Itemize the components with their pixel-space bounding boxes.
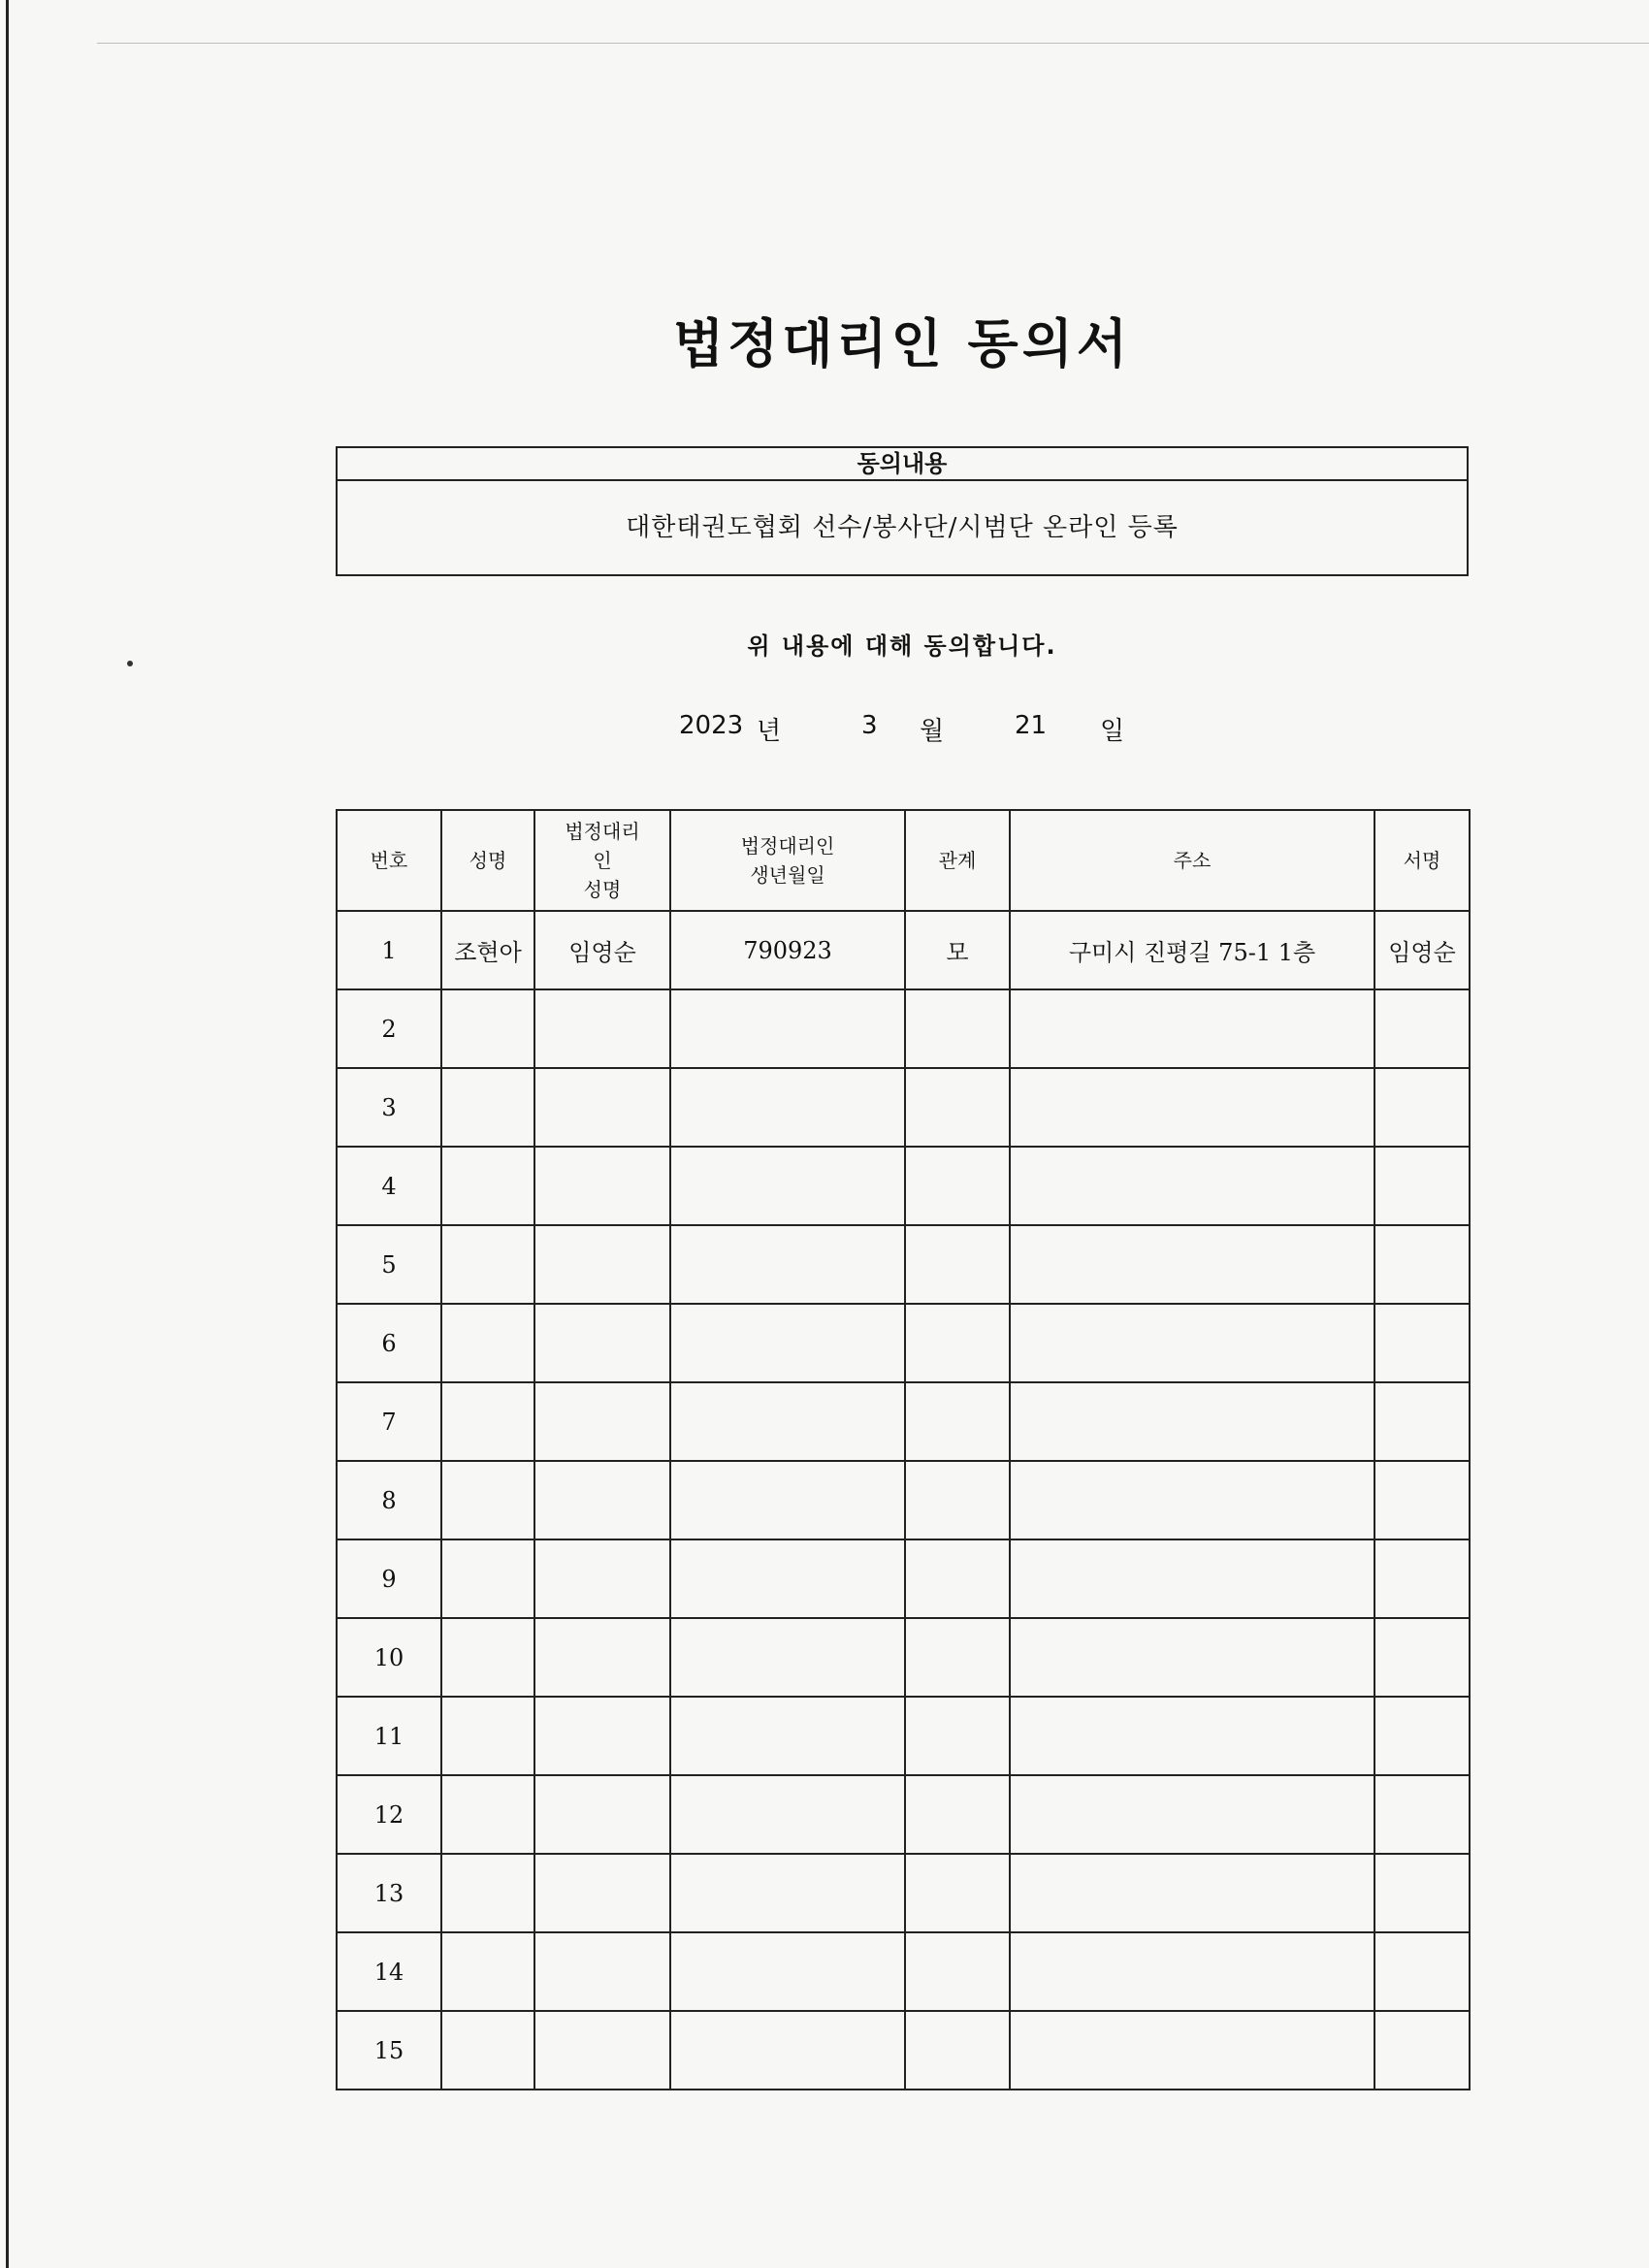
row-number: 8 — [337, 1461, 441, 1539]
address-cell — [1010, 1854, 1374, 1932]
row-number: 11 — [337, 1697, 441, 1775]
date-year: 2023 — [679, 711, 744, 740]
signature-cell — [1374, 1932, 1470, 2011]
date-year-unit: 년 — [757, 717, 782, 746]
address-cell — [1010, 1304, 1374, 1382]
signature-cell — [1374, 1539, 1470, 1618]
guardian-birth-cell — [670, 1932, 905, 2011]
signature-cell — [1374, 1854, 1470, 1932]
table-row — [337, 1775, 1470, 1854]
guardian-birth-cell — [670, 1461, 905, 1539]
table-row — [337, 1618, 1470, 1697]
header-guardian-birth — [670, 810, 905, 911]
guardian-name-cell — [534, 1382, 670, 1461]
header-no: 번호 — [337, 810, 441, 911]
table-row — [337, 1147, 1470, 1225]
guardian-name-cell — [534, 1461, 670, 1539]
guardian-name-cell — [534, 1225, 670, 1304]
signature-cell — [1374, 1225, 1470, 1304]
header-signature: 서명 — [1374, 810, 1470, 911]
relation-cell — [905, 1304, 1010, 1382]
header-guardian-name-line: 법정대리 — [565, 820, 640, 843]
guardian-birth-cell — [670, 2011, 905, 2090]
address-cell — [1010, 989, 1374, 1068]
address-cell — [1010, 1147, 1374, 1225]
student-name-cell — [441, 1304, 534, 1382]
table-row — [337, 2011, 1470, 2090]
guardian-birth-cell — [670, 1147, 905, 1225]
date-month-unit: 월 — [920, 717, 945, 746]
guardian-name-cell — [534, 1618, 670, 1697]
guardian-name-cell — [534, 1854, 670, 1932]
header-guardian-name — [534, 810, 670, 911]
relation-cell — [905, 1539, 1010, 1618]
guardian-birth-cell — [670, 1539, 905, 1618]
signature-cell — [1374, 1461, 1470, 1539]
student-name-cell — [441, 1618, 534, 1697]
address-cell — [1010, 1539, 1374, 1618]
address-cell — [1010, 1932, 1374, 2011]
table-row — [337, 1697, 1470, 1775]
table-row — [337, 1461, 1470, 1539]
student-name-cell — [441, 2011, 534, 2090]
header-address: 주소 — [1010, 810, 1374, 911]
guardian-name-cell — [534, 989, 670, 1068]
student-name-cell — [441, 989, 534, 1068]
relation-cell — [905, 1068, 1010, 1147]
student-name-cell — [441, 1382, 534, 1461]
consent-content: 대한태권도협회 선수/봉사단/시범단 온라인 등록 — [626, 513, 1179, 542]
header-relation: 관계 — [905, 810, 1010, 911]
guardian-birth-cell — [670, 1304, 905, 1382]
relation-cell — [905, 1461, 1010, 1539]
guardian-name-cell — [534, 1539, 670, 1618]
student-name-cell — [441, 1854, 534, 1932]
address-cell: 구미시 진평길 75-1 1층 — [1010, 911, 1374, 989]
address-cell — [1010, 1068, 1374, 1147]
relation-cell — [905, 1775, 1010, 1854]
relation-cell — [905, 1147, 1010, 1225]
signature-cell: 임영순 — [1374, 911, 1470, 989]
date-day: 21 — [1015, 711, 1048, 740]
signature-cell — [1374, 1068, 1470, 1147]
relation-cell — [905, 989, 1010, 1068]
guardian-name-cell — [534, 1775, 670, 1854]
guardian-birth-cell — [670, 1775, 905, 1854]
row-number: 2 — [337, 989, 441, 1068]
table-body — [337, 911, 1470, 2090]
relation-cell — [905, 1225, 1010, 1304]
student-name-cell: 조현아 — [441, 911, 534, 989]
table-row — [337, 1068, 1470, 1147]
guardian-birth-cell — [670, 1068, 905, 1147]
address-cell — [1010, 1225, 1374, 1304]
table-row — [337, 1854, 1470, 1932]
address-cell — [1010, 2011, 1374, 2090]
row-number: 12 — [337, 1775, 441, 1854]
document-title: 법정대리인 동의서 — [672, 312, 1132, 374]
guardian-birth-cell: 790923 — [670, 911, 905, 989]
table-row — [337, 989, 1470, 1068]
row-number: 1 — [337, 911, 441, 989]
relation-cell — [905, 1932, 1010, 2011]
row-number: 7 — [337, 1382, 441, 1461]
header-name: 성명 — [441, 810, 534, 911]
address-cell — [1010, 1461, 1374, 1539]
guardian-birth-cell — [670, 1225, 905, 1304]
consent-box — [336, 446, 1469, 576]
table-row — [337, 1932, 1470, 2011]
signature-cell — [1374, 1382, 1470, 1461]
relation-cell — [905, 1382, 1010, 1461]
scan-speck — [127, 661, 133, 666]
consent-heading: 동의내용 — [338, 448, 1467, 481]
student-name-cell — [441, 1147, 534, 1225]
date-month: 3 — [861, 711, 878, 740]
header-guardian-name-line: 인 — [593, 849, 612, 872]
guardian-birth-cell — [670, 989, 905, 1068]
address-cell — [1010, 1697, 1374, 1775]
student-name-cell — [441, 1539, 534, 1618]
relation-cell — [905, 2011, 1010, 2090]
guardian-birth-cell — [670, 1618, 905, 1697]
scan-edge — [97, 43, 1649, 44]
address-cell — [1010, 1382, 1374, 1461]
guardian-name-cell — [534, 1304, 670, 1382]
signature-cell — [1374, 2011, 1470, 2090]
student-name-cell — [441, 1068, 534, 1147]
row-number: 3 — [337, 1068, 441, 1147]
signature-cell — [1374, 989, 1470, 1068]
row-number: 14 — [337, 1932, 441, 2011]
signature-cell — [1374, 1775, 1470, 1854]
guardian-birth-cell — [670, 1854, 905, 1932]
guardian-name-cell — [534, 1147, 670, 1225]
row-number: 15 — [337, 2011, 441, 2090]
table-row — [337, 1225, 1470, 1304]
guardian-name-cell — [534, 1932, 670, 2011]
row-number: 5 — [337, 1225, 441, 1304]
guardian-name-cell — [534, 2011, 670, 2090]
table-row — [337, 1304, 1470, 1382]
relation-cell — [905, 1854, 1010, 1932]
signature-cell — [1374, 1147, 1470, 1225]
header-guardian-birth-line: 법정대리인 — [740, 834, 835, 858]
guardian-name-cell — [534, 1697, 670, 1775]
registration-table — [336, 809, 1471, 2090]
relation-cell — [905, 1618, 1010, 1697]
row-number: 4 — [337, 1147, 441, 1225]
row-number: 10 — [337, 1618, 441, 1697]
guardian-name-cell: 임영순 — [534, 911, 670, 989]
student-name-cell — [441, 1932, 534, 2011]
signature-cell — [1374, 1697, 1470, 1775]
relation-cell — [905, 1697, 1010, 1775]
student-name-cell — [441, 1775, 534, 1854]
date-day-unit: 일 — [1100, 717, 1125, 746]
row-number: 6 — [337, 1304, 441, 1382]
table-row — [337, 1382, 1470, 1461]
student-name-cell — [441, 1461, 534, 1539]
guardian-birth-cell — [670, 1382, 905, 1461]
header-guardian-birth-line: 생년월일 — [750, 863, 825, 887]
relation-cell: 모 — [905, 911, 1010, 989]
signature-cell — [1374, 1618, 1470, 1697]
header-guardian-name-line: 성명 — [583, 878, 622, 901]
guardian-name-cell — [534, 1068, 670, 1147]
address-cell — [1010, 1618, 1374, 1697]
table-row — [337, 911, 1470, 989]
student-name-cell — [441, 1225, 534, 1304]
agree-statement: 위 내용에 대해 동의합니다. — [747, 632, 1057, 660]
row-number: 9 — [337, 1539, 441, 1618]
table-header-row — [337, 810, 1470, 911]
row-number: 13 — [337, 1854, 441, 1932]
address-cell — [1010, 1775, 1374, 1854]
student-name-cell — [441, 1697, 534, 1775]
guardian-birth-cell — [670, 1697, 905, 1775]
table-row — [337, 1539, 1470, 1618]
signature-cell — [1374, 1304, 1470, 1382]
